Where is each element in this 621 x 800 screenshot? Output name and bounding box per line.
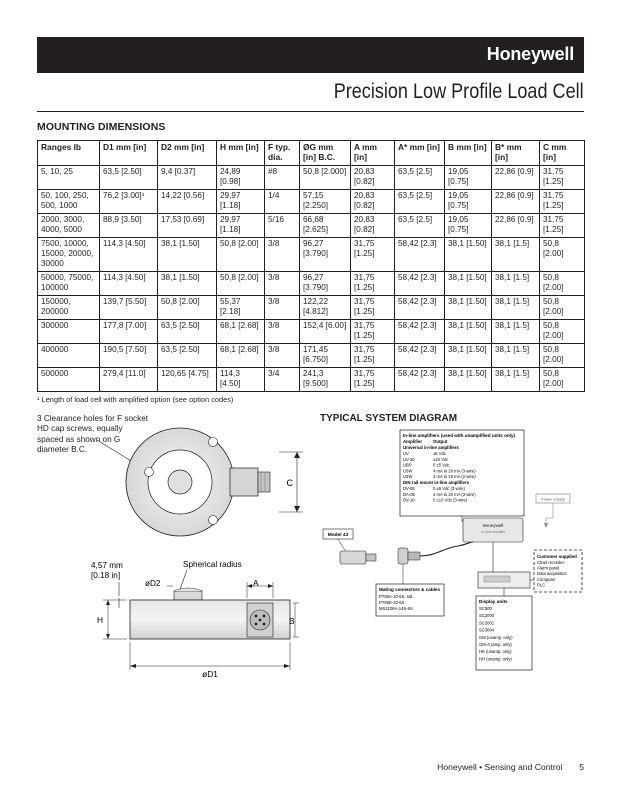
amplifier-row-cell: UV-10 (403, 456, 415, 462)
table-cell: 31,75 [1.25] (351, 344, 395, 368)
table-cell: 400000 (38, 344, 100, 368)
table-cell: 38,1 [1.50] (445, 344, 492, 368)
table-cell: 3/8 (265, 238, 300, 272)
display-units-title: Display units (479, 599, 508, 604)
power-supply-label: Power Supply (541, 497, 565, 502)
table-cell: 114,3 [4.50] (217, 368, 265, 392)
table-cell: 31,75 [1.25] (351, 272, 395, 296)
table-cell: 3/8 (265, 296, 300, 320)
table-cell: 31,75 [1.25] (540, 190, 585, 214)
brand-bar (37, 37, 584, 73)
table-cell: 114,3 [4.50] (100, 238, 158, 272)
table-cell: 58,42 [2.3] (395, 368, 445, 392)
dimension-d2-label: øD2 (145, 579, 161, 588)
table-cell: 96,27 [3.790] (300, 272, 351, 296)
list-item: MS3106A-14S-6S (379, 606, 413, 611)
table-row (38, 368, 585, 392)
amplifier-row-cell: 4 mA to 20 mA (3-wire) (433, 491, 476, 497)
top-view (97, 428, 303, 536)
amplifier-row-cell: ±10 Vdc (433, 456, 449, 462)
mounting-dimensions-table (37, 140, 585, 392)
table-row (38, 296, 585, 320)
table-cell: 58,42 [2.3] (395, 344, 445, 368)
table-row (38, 238, 585, 272)
column-header: F typ. dia. (265, 141, 300, 166)
table-cell: 38,1 [1.5] (492, 368, 540, 392)
table-row (38, 272, 585, 296)
table-cell: 22,86 [0.9] (492, 166, 540, 190)
table-cell: 63,5 [2.50] (158, 344, 217, 368)
amplifier-row-cell: 4 mA to 20 mA (3-wire) (433, 468, 476, 474)
table-cell: 57,15 [2.250] (300, 190, 351, 214)
table-cell: 2000, 3000, 4000, 5000 (38, 214, 100, 238)
table-cell: 3/4 (265, 368, 300, 392)
column-header: A mm [in] (351, 141, 395, 166)
table-cell: 63,5 [2.5] (395, 190, 445, 214)
table-cell: 279,4 [11.0] (100, 368, 158, 392)
table-row (38, 190, 585, 214)
table-cell: 50,8 [2.00] (540, 238, 585, 272)
table-cell: 58,42 [2.3] (395, 296, 445, 320)
spherical-height-in: [0.18 in] (91, 571, 121, 580)
table-cell: 29,97 [1.18] (217, 190, 265, 214)
table-row (38, 320, 585, 344)
table-cell: 63,5 [2.5] (395, 166, 445, 190)
mounting-dimensions-heading: MOUNTING DIMENSIONS (37, 121, 166, 133)
table-cell: 88,9 [3.50] (100, 214, 158, 238)
table-cell: 38,1 [1.5] (492, 296, 540, 320)
list-item: HK (unamp. only) (479, 649, 512, 655)
page-title: Precision Low Profile Load Cell (334, 80, 584, 103)
dimension-c-label: C (286, 478, 293, 488)
table-cell: 17,53 [0.69] (158, 214, 217, 238)
table-cell: 50,8 [2.00] (540, 272, 585, 296)
table-cell: 19,05 [0.75] (445, 166, 492, 190)
table-cell: 190,5 [7.50] (100, 344, 158, 368)
table-cell: 22,86 [0.9] (492, 214, 540, 238)
side-view (91, 560, 299, 679)
table-cell: 63,5 [2.50] (100, 166, 158, 190)
column-header: B mm [in] (445, 141, 492, 166)
model-label: Model 43 (327, 533, 349, 538)
table-cell: 68,1 [2.68] (217, 344, 265, 368)
table-cell: 20,83 [0.82] (351, 166, 395, 190)
column-header: B* mm [in] (492, 141, 540, 166)
table-cell: 31,75 [1.25] (540, 166, 585, 190)
list-item: SC500 (479, 606, 492, 611)
table-cell: 7500, 10000, 15000, 20000, 30000 (38, 238, 100, 272)
dimension-h-label: H (96, 615, 103, 625)
table-cell: 31,75 [1.25] (351, 320, 395, 344)
table-cell: 50,8 [2.00] (217, 238, 265, 272)
list-item: PT06E-10-6S (379, 600, 405, 605)
amplifier-brand: Honeywell (482, 523, 504, 528)
table-cell: 31,75 [1.25] (351, 368, 395, 392)
page-number: 5 (579, 762, 584, 772)
column-header: D2 mm [in] (158, 141, 217, 166)
table-cell: 38,1 [1.50] (445, 368, 492, 392)
table-cell: 22,86 [0.9] (492, 190, 540, 214)
inline-amplifiers-box (400, 430, 524, 516)
customer-supplied-title: Customer supplied (537, 554, 577, 559)
table-cell: 5, 10, 25 (38, 166, 100, 190)
table-cell: 120,65 [4.75] (158, 368, 217, 392)
column-header: A* mm [in] (395, 141, 445, 166)
table-cell: 122,22 [4.812] (300, 296, 351, 320)
table-cell: 38,1 [1.50] (158, 238, 217, 272)
amplifier-row-cell: 0 ±5 Vdc (3-wire) (433, 486, 465, 491)
table-cell: 38,1 [1.50] (158, 272, 217, 296)
amplifier-column: Amplifier (403, 439, 423, 444)
column-header: H mm [in] (217, 141, 265, 166)
table-cell: 500000 (38, 368, 100, 392)
list-item: SC3004 (479, 627, 495, 633)
table-cell: 50,8 [2.00] (540, 368, 585, 392)
table-cell: 24,89 [0.98] (217, 166, 265, 190)
table-cell: 300000 (38, 320, 100, 344)
amplifier-row-cell: U3W (403, 468, 413, 474)
table-cell: 38,1 [1.50] (445, 320, 492, 344)
table-cell: 5/16 (265, 214, 300, 238)
table-cell: 38,1 [1.5] (492, 272, 540, 296)
table-cell: 38,1 [1.5] (492, 238, 540, 272)
table-cell: 9,4 [0.37] (158, 166, 217, 190)
table-cell: 50,8 [2.00] (540, 320, 585, 344)
table-cell: 63,5 [2.5] (395, 214, 445, 238)
table-cell: 58,42 [2.3] (395, 320, 445, 344)
din-amps-heading: DIN rail mount in-line amplifiers (403, 480, 470, 485)
amplifiers-title: In-line amplifiers (used with unamplified units only) (403, 433, 516, 438)
table-header-row (38, 141, 585, 166)
amplifier-row-cell: U2W (403, 474, 413, 480)
table-cell: 139,7 [5.50] (100, 296, 158, 320)
amplifier-row-cell: DA-05 (403, 491, 415, 497)
list-item: Alarm panel (537, 565, 560, 571)
table-cell: 20,83 [0.82] (351, 190, 395, 214)
table-cell: 50,8 [2.00] (217, 272, 265, 296)
table-cell: 3/8 (265, 272, 300, 296)
list-item: PLC (537, 582, 546, 588)
table-cell: 31,75 [1.25] (540, 214, 585, 238)
column-header: Ranges lb (38, 141, 100, 166)
load-cell-image (340, 551, 366, 564)
table-cell: 63,5 [2.50] (158, 320, 217, 344)
list-item: Data acquisition (537, 571, 567, 577)
column-header: C mm [in] (540, 141, 585, 166)
mating-connector-image (398, 548, 408, 564)
list-item: SC2000 (479, 613, 495, 619)
amplifier-row-cell: 0 ±5 Vdc (433, 462, 450, 468)
table-cell: 55,37 [2.18] (217, 296, 265, 320)
table-cell: 96,27 [3.790] (300, 238, 351, 272)
table-cell: 241,3 [9.500] (300, 368, 351, 392)
table-cell: 76,2 [3.00]¹ (100, 190, 158, 214)
dimension-a-label: A (253, 578, 259, 588)
table-cell: 50,8 [2.000] (300, 166, 351, 190)
table-cell: 14,22 [0.56] (158, 190, 217, 214)
table-cell: #8 (265, 166, 300, 190)
table-cell: 114,3 [4.50] (100, 272, 158, 296)
table-cell: 171,45 [6.750] (300, 344, 351, 368)
list-item: Computer (537, 576, 556, 582)
table-cell: 38,1 [1.5] (492, 320, 540, 344)
table-row (38, 166, 585, 190)
table-cell: 58,42 [2.3] (395, 272, 445, 296)
table-cell: 177,8 [7.00] (100, 320, 158, 344)
amplifier-row-cell: 0 ±10 Vdc (3-wire) (433, 497, 468, 503)
table-cell: 50,8 [2.00] (540, 344, 585, 368)
dimension-d1-label: øD1 (202, 669, 218, 679)
table-cell: 50,8 [2.00] (540, 296, 585, 320)
list-item: GM-A (amp. only) (479, 642, 512, 647)
amplifier-row-cell: 4 mA to 20 mA (2-wire) (433, 474, 476, 480)
clearance-holes-note: 3 Clearance holes for F socket HD cap screws, equally spaced as shown on G diameter B.C. (37, 414, 149, 455)
table-cell: 66,68 [2.625] (300, 214, 351, 238)
table-cell: 68,1 [2.68] (217, 320, 265, 344)
table-cell: 31,75 [1.25] (351, 238, 395, 272)
system-diagram (318, 426, 588, 676)
dimension-b-label: B (289, 616, 295, 626)
table-cell: 152,4 [6.00] (300, 320, 351, 344)
list-item: HH (unamp. only) (479, 656, 512, 662)
table-cell: 38,1 [1.50] (445, 272, 492, 296)
list-item: GM (unamp. only) (479, 634, 513, 640)
table-row (38, 214, 585, 238)
title-divider (37, 111, 584, 112)
page-footer (437, 762, 584, 772)
table-cell: 19,05 [0.75] (445, 214, 492, 238)
amplifier-row-cell: DV-05 (403, 486, 415, 491)
output-column: Output (433, 439, 448, 444)
table-cell: 1/4 (265, 190, 300, 214)
table-cell: 29,97 [1.18] (217, 214, 265, 238)
amplifier-row-cell: UV (403, 451, 409, 456)
amplifier-row-cell: UBP (403, 462, 412, 468)
footer-text: Honeywell • Sensing and Control (437, 762, 563, 772)
column-header: D1 mm [in] (100, 141, 158, 166)
table-cell: 38,1 [1.50] (445, 238, 492, 272)
list-item: Chart recorder (537, 560, 564, 565)
table-cell: 38,1 [1.50] (445, 296, 492, 320)
table-cell: 50, 100, 250, 500, 1000 (38, 190, 100, 214)
table-cell: 3/8 (265, 320, 300, 344)
table-footnote: ¹ Length of load cell with amplified option (see option codes) (37, 395, 234, 404)
mounting-drawing (37, 410, 312, 700)
mating-connectors-title: Mating connectors & cables (379, 587, 441, 592)
table-cell: 31,75 [1.25] (351, 296, 395, 320)
table-cell: 58,42 [2.3] (395, 238, 445, 272)
system-diagram-heading: TYPICAL SYSTEM DIAGRAM (320, 413, 458, 424)
universal-amps-heading: Universal in-line amplifiers (403, 445, 459, 450)
table-row (38, 344, 585, 368)
table-cell: 20,83 [0.82] (351, 214, 395, 238)
table-cell: 3/8 (265, 344, 300, 368)
amplifier-row-cell: ±5 Vdc (433, 451, 447, 456)
spherical-height-mm: 4,57 mm (91, 561, 123, 570)
amplifier-subtitle: In-Line Amplifier (480, 530, 506, 534)
list-item: SC2001 (479, 620, 495, 626)
amplifier-row-cell: DV-10 (403, 497, 415, 503)
table-cell: 38,1 [1.5] (492, 344, 540, 368)
table-cell: 19,05 [0.75] (445, 190, 492, 214)
honeywell-logo: Honeywell (486, 44, 574, 64)
list-item: PT06A-10-6S, std. (379, 594, 414, 599)
table-cell: 50,8 [2.00] (158, 296, 217, 320)
table-cell: 150000, 200000 (38, 296, 100, 320)
spherical-radius-label: Spherical radius (183, 560, 242, 569)
column-header: ØG mm [in] B.C. (300, 141, 351, 166)
table-cell: 50000, 75000, 100000 (38, 272, 100, 296)
